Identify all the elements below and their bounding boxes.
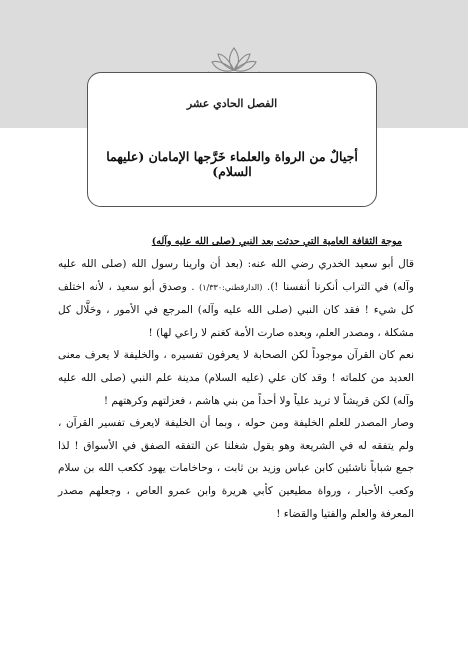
paragraph-1-continuation: . وصدق أبو سعيد ، لأنه اختلف كل شيء ! فقد كان النبي (صلى الله عليه وآله) المرجع في الأمور ، وحَلَّال كل مشكلة ، ومصدر العلم، وبعده صارت الأمة كغنم لا راعي لها) ! bbox=[58, 280, 414, 339]
citation-reference: (الدارقطني:١/٣٣٠) bbox=[199, 282, 263, 292]
section-heading: موجة الثقافة العامية التي حدثت بعد النبي (صلى الله عليه وآله) bbox=[151, 236, 402, 247]
chapter-header-box bbox=[87, 72, 377, 207]
chapter-title: أجيالٌ من الرواة والعلماء خَرَّجها الإمامان (عليهما السلام) bbox=[106, 149, 358, 179]
paragraph-1-text: قال أبو سعيد الخدري رضي الله عنه: (بعد أن وارينا رسول الله (صلى الله عليه وآله) في التراب أنكرنا أنفسنا !). bbox=[58, 258, 414, 293]
chapter-number: الفصل الحادي عشر bbox=[186, 97, 278, 110]
paragraph-2: نعم كان القرآن موجوداً لكن الصحابة لا يعرفون تفسيره ، والخليفة لا يعرف معنى العديد من كلماته ! وقد كان علي (عليه السلام) مدينة علم النبي (صلى الله عليه وآله) لكن قريشاً لا تريد علياً ولا أحداً من بني هاشم ، فعزلتهم وكرهتهم ! bbox=[58, 349, 414, 407]
body-text bbox=[58, 253, 414, 525]
paragraph-1 bbox=[58, 253, 414, 344]
paragraph-3: وصار المصدر للعلم الخليفة ومن حوله ، وبما أن الخليفة لايعرف تفسير القرآن ، ولم يتفقه له في الشريعة وهو يقول شغلنا عن التفقه الصفق في الأسواق ! لذا جمع شباباً ناشئين كابن عباس وزيد بن ثابت ، وحاخامات يهود ككعب الله بن سلام وكعب الأحبار ، ورواة مطيعين كأبي هريرة وابن عمرو العاص ، وجعلهم مصدر المعرفة والعلم والفتيا والقضاء ! bbox=[58, 417, 414, 520]
